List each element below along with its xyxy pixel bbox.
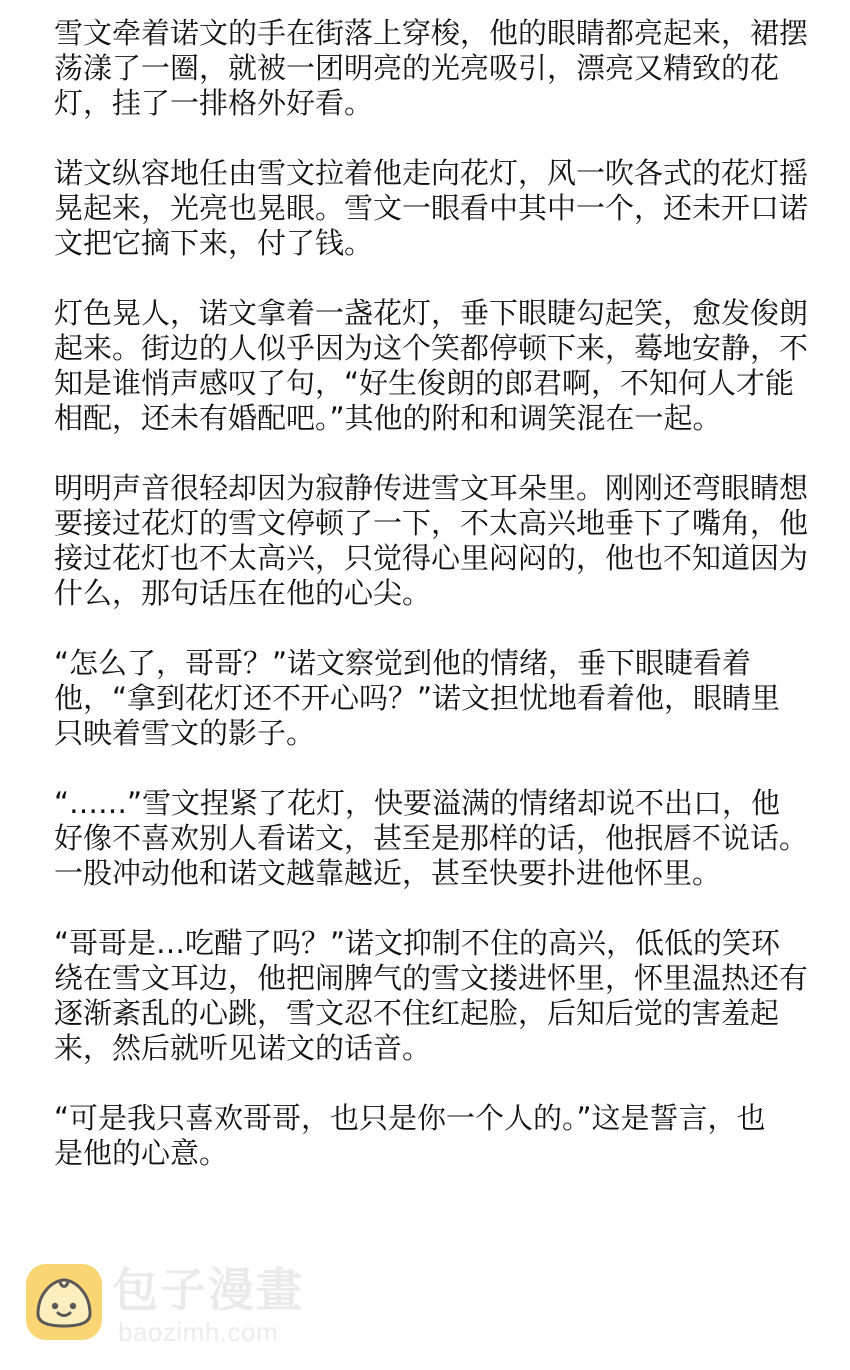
paragraph-4 [54, 471, 814, 611]
paragraph-line: 明明声音很轻却因为寂静传进雪文耳朵里。刚刚还弯眼睛想 [54, 471, 809, 505]
paragraph-line: 灯，挂了一排格外好看。 [54, 86, 374, 120]
paragraph-line: 接过花灯也不太高兴，只觉得心里闷闷的，他也不知道因为 [54, 541, 809, 575]
paragraph-line: 灯色晃人，诺文拿着一盏花灯，垂下眼睫勾起笑，愈发俊朗 [54, 296, 809, 330]
paragraph-line: 是他的心意。 [54, 1136, 229, 1170]
paragraph-line: 荡漾了一圈，就被一团明亮的光亮吸引，漂亮又精致的花 [54, 51, 780, 85]
paragraph-line: 好像不喜欢别人看诺文，甚至是那样的话，他抿唇不说话。 [54, 821, 809, 855]
paragraph-line: “哥哥是…吃醋了吗？”诺文抑制不住的高兴，低低的笑环 [54, 926, 781, 960]
paragraph-line: 只映着雪文的影子。 [54, 716, 316, 750]
paragraph-line: “可是我只喜欢哥哥，也只是你一个人的。”这是誓言，也 [54, 1101, 766, 1135]
paragraph-line: 诺文纵容地任由雪文拉着他走向花灯，风一吹各式的花灯摇 [54, 156, 809, 190]
watermark-site: baozimh.com [118, 1317, 279, 1347]
watermark [24, 1262, 324, 1348]
paragraph-1 [54, 16, 814, 121]
paragraph-3 [54, 296, 814, 436]
paragraph-line: 逐渐紊乱的心跳，雪文忍不住红起脸，后知后觉的害羞起 [54, 996, 780, 1030]
paragraph-line: “怎么了，哥哥？”诺文察觉到他的情绪，垂下眼睫看着 [54, 646, 752, 680]
paragraph-5 [54, 646, 814, 751]
paragraph-line: 文把它摘下来，付了钱。 [54, 226, 374, 260]
paragraph-line: 要接过花灯的雪文停顿了一下，不太高兴地垂下了嘴角，他 [54, 506, 809, 540]
watermark-name: 包子漫畫 [112, 1263, 304, 1317]
paragraph-line: 知是谁悄声感叹了句，“好生俊朗的郎君啊，不知何人才能 [54, 366, 795, 400]
baozi-bun-icon [24, 1262, 104, 1342]
paragraph-2 [54, 156, 814, 261]
paragraph-line: 什么，那句话压在他的心尖。 [54, 576, 432, 610]
paragraph-line: 相配，还未有婚配吧。”其他的附和和调笑混在一起。 [54, 401, 722, 435]
story-text [54, 16, 814, 1206]
paragraph-line: 雪文牵着诺文的手在街落上穿梭，他的眼睛都亮起来，裙摆 [54, 16, 809, 50]
paragraph-line: 绕在雪文耳边，他把闹脾气的雪文搂进怀里，怀里温热还有 [54, 961, 809, 995]
paragraph-line: “……”雪文捏紧了花灯，快要溢满的情绪却说不出口，他 [54, 786, 781, 820]
paragraph-line: 一股冲动他和诺文越靠越近，甚至快要扑进他怀里。 [54, 856, 722, 890]
paragraph-8 [54, 1101, 814, 1171]
paragraph-line: 来，然后就听见诺文的话音。 [54, 1031, 432, 1065]
paragraph-6 [54, 786, 814, 891]
paragraph-7 [54, 926, 814, 1066]
paragraph-line: 他，“拿到花灯还不开心吗？”诺文担忧地看着他，眼睛里 [54, 681, 781, 715]
paragraph-line: 起来。街边的人似乎因为这个笑都停顿下来，蓦地安静，不 [54, 331, 809, 365]
paragraph-line: 晃起来，光亮也晃眼。雪文一眼看中其中一个，还未开口诺 [54, 191, 809, 225]
